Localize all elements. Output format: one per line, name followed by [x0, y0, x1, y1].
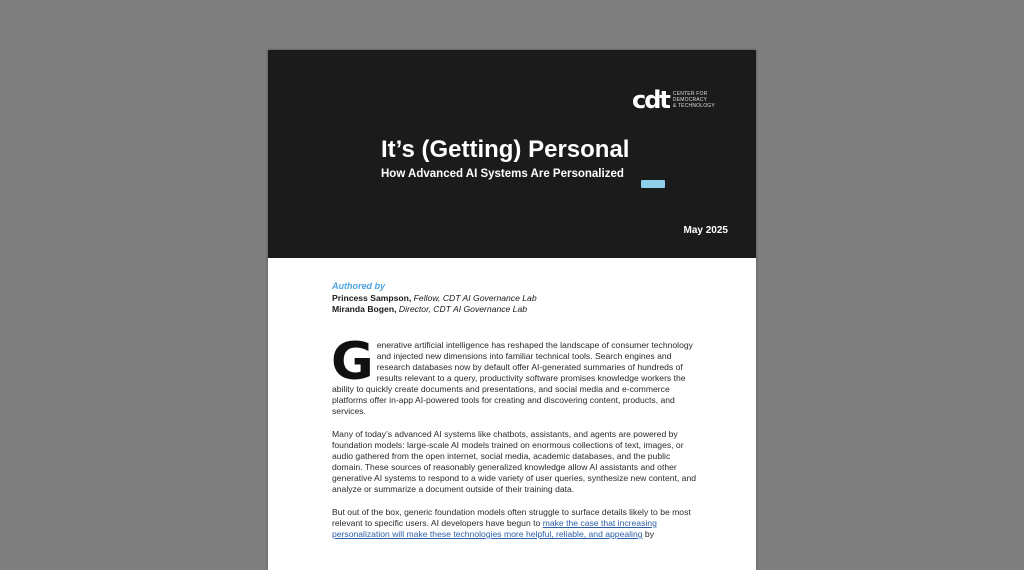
drop-cap: G	[331, 332, 374, 392]
paragraph-2: Many of today’s advanced AI systems like chatbots, assistants, and agents are powered by foundation models: large-scale AI models trained on enormous collections of text, images, or audio gathered from the open internet, social media, academic databases, and the public domain. These sources of reasonably generalized knowledge allow AI assistants and other generative AI systems to respond to a wide variety of user queries, synthesize new content, and analyze or summarize a document outside of their training data.	[332, 429, 697, 494]
cdt-logo	[632, 88, 715, 112]
document-page	[268, 50, 756, 570]
logo-text: CENTER FOR DEMOCRACY & TECHNOLOGY	[672, 91, 715, 109]
author-line: Princess Sampson, Fellow, CDT AI Governance Lab	[332, 293, 537, 303]
report-subtitle: How Advanced AI Systems Are Personalized	[381, 168, 624, 180]
authored-by-label: Authored by	[332, 281, 385, 291]
report-title: It’s (Getting) Personal	[381, 136, 630, 163]
personalization-link[interactable]: make the case that increasing personalization will make these technologies more helpful, reliable, and appealing	[332, 518, 657, 539]
cover-header	[268, 50, 756, 258]
paragraph-3: But out of the box, generic foundation models often struggle to surface details likely to be most relevant to specific users. AI developers have begun to make the case that increasing personalization will make these technologies more helpful, reliable, and appealing by	[332, 507, 691, 539]
paragraph-1: Generative artificial intelligence has reshaped the landscape of consumer technology and injected new dimensions into familiar technical tools. Search engines and research databases now by default offer AI-generated summaries of hundreds of results relevant to a query, productivity software promises knowledge workers the ability to quickly create documents and presentations, and social media and e-commerce platforms offer in-app AI-powered tools for creating and discovering content, products, and services.	[331, 332, 693, 416]
logo-mark: cdt	[632, 86, 669, 114]
report-date: May 2025	[683, 225, 728, 236]
highlight-mark	[641, 180, 665, 188]
author-line: Miranda Bogen, Director, CDT AI Governance Lab	[332, 304, 528, 314]
